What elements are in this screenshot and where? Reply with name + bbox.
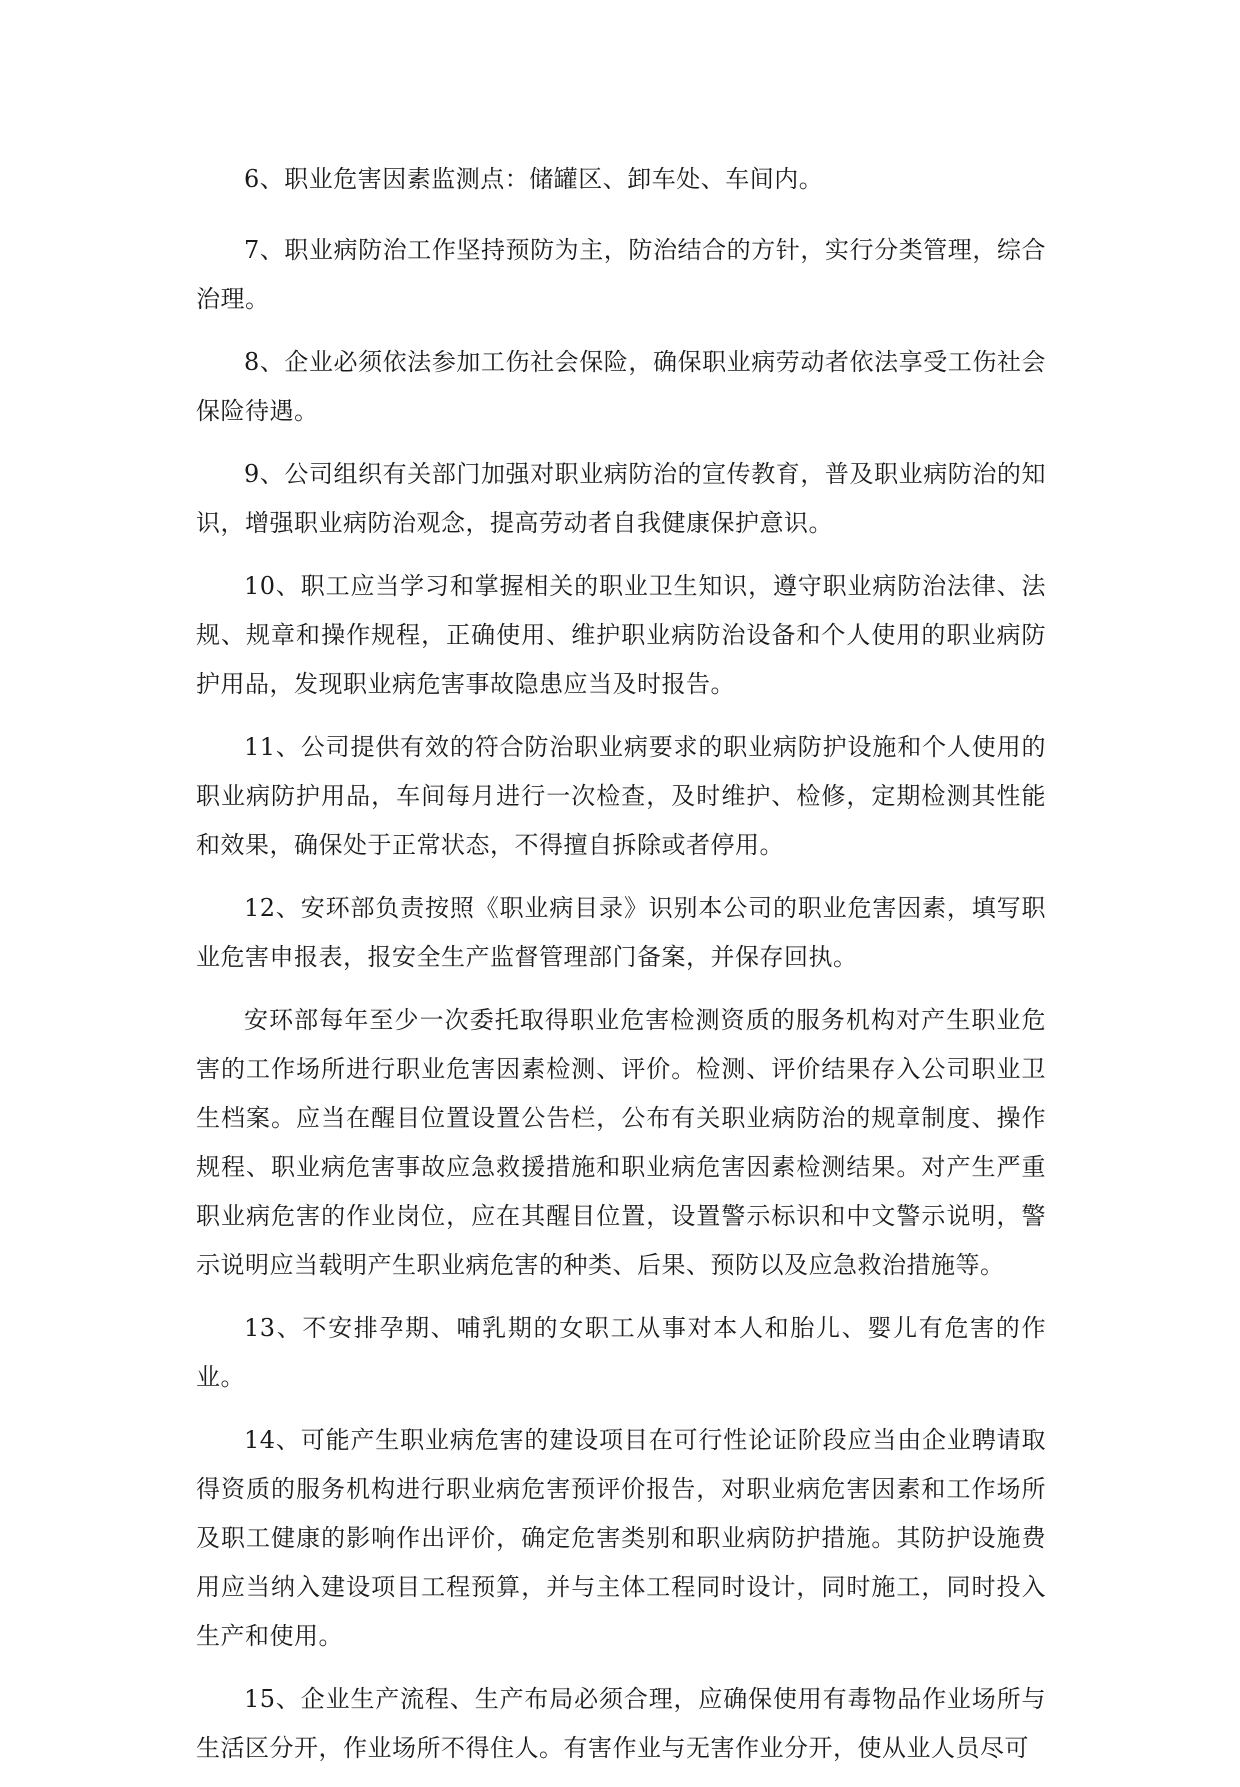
paragraph-item-7: 7、职业病防治工作坚持预防为主，防治结合的方针，实行分类管理，综合治理。 — [196, 236, 1046, 313]
paragraph-item-10: 10、职工应当学习和掌握相关的职业卫生知识，遵守职业病防治法律、法规、规章和操作规程，正确使用、维护职业病防治设备和个人使用的职业病防护用品，发现职业病危害事故隐患应当及时报告。 — [196, 572, 1046, 698]
paragraph-item-14: 14、可能产生职业病危害的建设项目在可行性论证阶段应当由企业聘请取得资质的服务机构进行职业病危害预评价报告，对职业病危害因素和工作场所及职工健康的影响作出评价，确定危害类别和职业病防护措施。其防护设施费用应当纳入建设项目工程预算，并与主体工程同时设计，同时施工，同时投入生产和使用。 — [196, 1426, 1046, 1650]
paragraph-item-12-continuation: 安环部每年至少一次委托取得职业危害检测资质的服务机构对产生职业危害的工作场所进行职业危害因素检测、评价。检测、评价结果存入公司职业卫生档案。应当在醒目位置设置公告栏，公布有关职业病防治的规章制度、操作规程、职业病危害事故应急救援措施和职业病危害因素检测结果。对产生严重职业病危害的作业岗位，应在其醒目位置，设置警示标识和中文警示说明，警示说明应当载明产生职业病危害的种类、后果、预防以及应急救治措施等。 — [196, 1006, 1046, 1279]
paragraph-item-9: 9、公司组织有关部门加强对职业病防治的宣传教育，普及职业病防治的知识，增强职业病防治观念，提高劳动者自我健康保护意识。 — [196, 460, 1046, 537]
paragraph-item-13: 13、不安排孕期、哺乳期的女职工从事对本人和胎儿、婴儿有危害的作业。 — [196, 1314, 1046, 1391]
document-body — [196, 155, 1046, 1787]
paragraph-item-6: 6、职业危害因素监测点：储罐区、卸车处、车间内。 — [244, 165, 824, 193]
paragraph-item-12: 12、安环部负责按照《职业病目录》识别本公司的职业危害因素，填写职业危害申报表，报安全生产监督管理部门备案，并保存回执。 — [196, 894, 1046, 971]
paragraph-item-11: 11、公司提供有效的符合防治职业病要求的职业病防护设施和个人使用的职业病防护用品，车间每月进行一次检查，及时维护、检修，定期检测其性能和效果，确保处于正常状态，不得擅自拆除或者停用。 — [196, 733, 1046, 859]
paragraph-item-15: 15、企业生产流程、生产布局必须合理，应确保使用有毒物品作业场所与生活区分开，作业场所不得住人。有害作业与无害作业分开，使从业人员尽可 — [196, 1685, 1046, 1762]
paragraph-item-8: 8、企业必须依法参加工伤社会保险，确保职业病劳动者依法享受工伤社会保险待遇。 — [196, 348, 1046, 425]
